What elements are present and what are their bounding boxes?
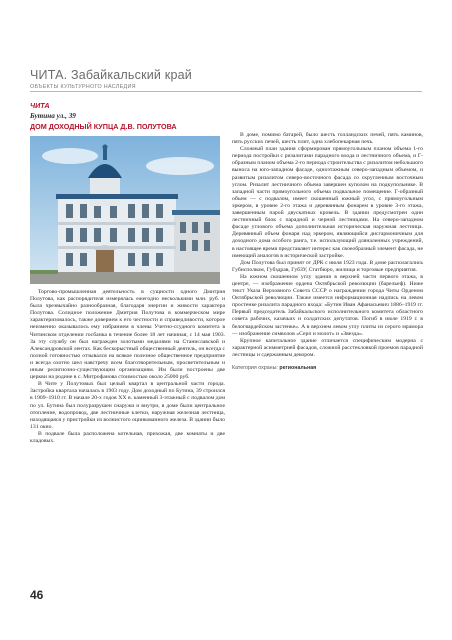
right-column	[232, 132, 423, 371]
left-paragraph-1: Торгово-промышленная деятельность в сущности одного Дмитрия Полутова, как распорядителя измерялась ежегодно несколькими млн. руб. и была чрезвычайно разнообразная, благодаря энергии и живости характера Полутова. Солидное положение Дмитрия Полутова в коммерческом мире характеризовалось, также доверием к его честности и справедливости, которое неизменно оказывалось ему избранием в члены Учетно-ссудного комитета в Читинском отделении госбанка в течение более 18 лет начиная, с 14 мая 1903. За эту службу он был награжден золотыми медалями на Станиславской и Александровской лентах. Как бескорыстный общественный деятель, он всегда с полной готовностью отзывался на всякое полезное общественное предприятие и всегда охотно шел навстречу всем благотворительным, просветительным и иным религиозно-существующим организациям. Им были построены две церкви на родине в с. Митрофанова стоимостью около 25000 руб.	[30, 289, 225, 381]
right-paragraph-1: В доме, помимо батарей, было шесть голландских печей, пять каминов, пять русских печей, шесть плит, одна хлебопекарная печь.	[232, 132, 423, 146]
protection-category-value: региональная	[279, 365, 317, 371]
building-photo-illustration	[30, 136, 220, 284]
left-paragraph-3: В подвале была расположена котельная, прихожая, две комнаты и две кладовых.	[30, 430, 225, 444]
protection-category	[232, 365, 423, 371]
running-header-title: ЧИТА. Забайкальский край	[30, 68, 192, 82]
header-divider	[30, 91, 422, 92]
article-address: Бутина ул., 39	[30, 112, 76, 120]
building-photo	[30, 136, 220, 284]
left-paragraph-2: В Чите у Полутовых был целый квартал в центральной части города. Застройка квартала началась в 1903 году. Дом доходный по Бутина, 39 строился в 1909–1910 гг. В начале 20-х годов ХХ в. каменный 3-этажный с подвалом дом по ул. Бутина был полуразрушен снаружи и внутри, в доме были центральное отопление, водопровод, две лестничные клетки, наружная железная лестница, находящаяся у пристройки из волнистого оцинкованного железа. В здании было 131 окно.	[30, 381, 225, 430]
right-paragraph-4: На южном скошенном углу здания в верхней части первого этажа, в центре, — изображение ордена Октябрьской революции (барельеф). Ниже текст Указа Верховного Совета СССР о награждении города Читы Орденом Октябрьской революции. Также имеется информационная надпись на левом простенке ризалита парадного входа: «Бутин Иван Афанасьевич 1886–1919 гг. Первый председатель Забайкальского исполнительного комитета областного совета рабочих, казачьих и солдатских депутатов. Погиб в июле 1919 г. в белогвардейском застенке». А в верхнем левом углу плиты из серого мрамора — изображение символов «Серп и молот» и «Звезда».	[232, 273, 423, 337]
protection-category-label: Категория охраны:	[232, 365, 278, 371]
right-paragraph-3: Дом Полутова был принят от ДРК с июля 1923 года. В доме располагались Губисполком, Губздрав, ГубЗУ, Статбюро, жилища и торговые предприятия.	[232, 259, 423, 273]
right-paragraph-2: Сложный план здания сформирован прямоугольным планом объема 1-го периода постройки с ризалитами парадного входа и лестничного объема, и Г-образным планом объема 2-го периода строительства с ризалитом небольшого выноса на юго-западном фасаде, одноэтажным северо-западным объемом, и развитым ризалитом северо-восточного фасада со скругленным восточным углом. Ризалит лестничного объема завершен куполом на подкупольнике. В западной части прямоугольного объема подвальное помещение. Г-образный объем — с подвалом, имеет скошенный южный угол, с прямоугольным эркером, в уровне 2-го этажа и деревянным фонарем в уровне 3-го этажа, завершенным парой двускатных кровель. В здании предусмотрен один лестничный блок с парадной и черной лестницами. На северо-западном фасаде углового объема дополнительная историческая наружная лестница. Деревянный объем фонаря над эркером, являющийся дисгармоничным для доходного дома особого ранга, т.е. использующий дляналенных учреждений, в настоящее время представляет интерес как своеобразный элемент фасада, не имеющий аналогов в исторической застройке.	[232, 146, 423, 259]
article-city: ЧИТА	[30, 101, 50, 110]
running-header-subtitle: ОБЪЕКТЫ КУЛЬТУРНОГО НАСЛЕДИЯ	[30, 84, 136, 90]
right-paragraph-5: Крупное капитальное здание отличается специфическим модерна с характерной асимметрией фасадов, сложной расстекловкой проемов парадной лестницы и сдержанным декором.	[232, 337, 423, 358]
page-number: 46	[30, 588, 44, 602]
article-title: ДОМ ДОХОДНЫЙ КУПЦА Д.В. ПОЛУТОВА	[30, 122, 177, 131]
left-column	[30, 101, 225, 445]
